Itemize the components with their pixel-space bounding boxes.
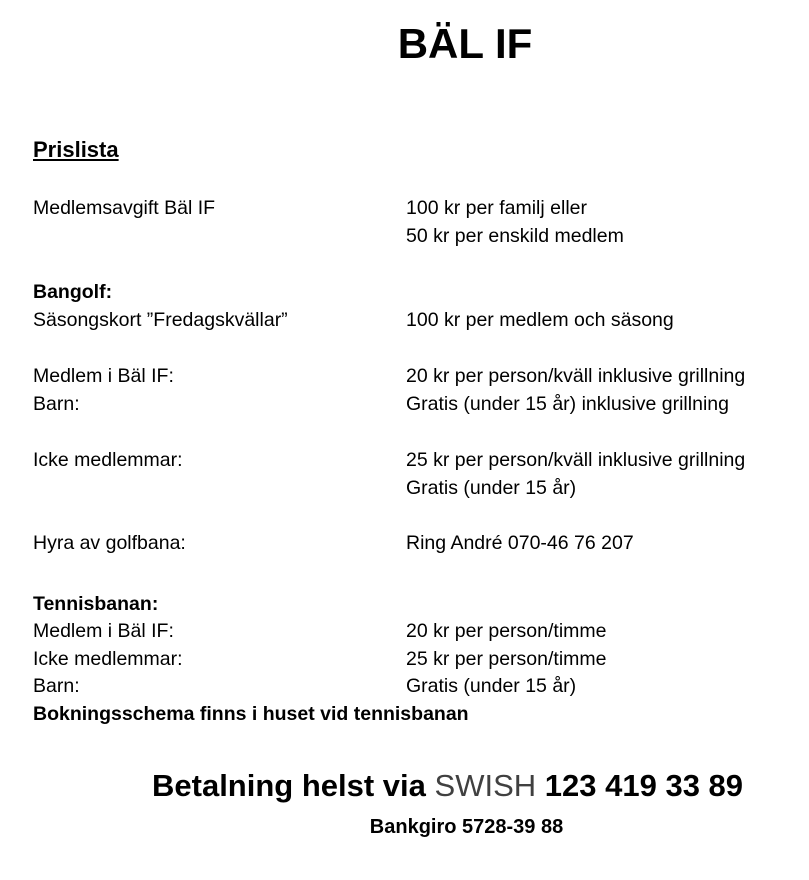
swish-number: 123 419 33 89 (544, 768, 744, 803)
row-label: Barn: (33, 675, 80, 697)
price-row-bangolf-children (33, 390, 793, 418)
page-title: BÄL IF (397, 20, 533, 67)
row-label: Säsongskort ”Fredagskvällar” (33, 309, 288, 331)
row-value: Gratis (under 15 år) (406, 477, 577, 499)
price-row-season-card (33, 306, 793, 334)
price-row-bangolf-non-member-children (33, 474, 793, 502)
row-label: Hyra av golfbana: (33, 532, 186, 554)
price-row-membership-fee (33, 194, 793, 222)
section-heading-tennis (33, 590, 793, 618)
row-label: Medlemsavgift Bäl IF (33, 197, 216, 219)
bankgiro-line: Bankgiro 5728-39 88 (369, 816, 564, 838)
payment-prefix: Betalning helst via (152, 768, 426, 803)
section-label: Bangolf: (33, 281, 113, 303)
row-value: 20 kr per person/timme (406, 620, 607, 642)
payment-line (152, 764, 743, 808)
booking-schedule-note (33, 700, 793, 728)
row-value: 100 kr per medlem och säsong (406, 309, 674, 331)
row-value: Gratis (under 15 år) (406, 675, 577, 697)
price-row-golf-course-rental (33, 529, 793, 557)
row-value: 50 kr per enskild medlem (406, 225, 624, 247)
row-label: Icke medlemmar: (33, 449, 183, 471)
price-row-tennis-non-member (33, 645, 793, 673)
row-value: 20 kr per person/kväll inklusive grillning (406, 365, 746, 387)
price-row-tennis-member (33, 617, 793, 645)
price-row-membership-fee-single (33, 222, 793, 250)
row-value: 100 kr per familj eller (406, 197, 587, 219)
note-text: Bokningsschema finns i huset vid tennisbanan (33, 703, 469, 725)
section-label: Tennisbanan: (33, 593, 159, 615)
payment-method: SWISH (434, 768, 537, 803)
row-label: Barn: (33, 393, 80, 415)
row-value: Gratis (under 15 år) inklusive grillning (406, 393, 729, 415)
section-heading-bangolf (33, 278, 793, 306)
price-row-tennis-children (33, 672, 793, 700)
row-label: Icke medlemmar: (33, 648, 183, 670)
price-list-heading: Prislista (33, 137, 119, 162)
row-value: Ring André 070-46 76 207 (406, 532, 634, 554)
row-value: 25 kr per person/kväll inklusive grillning (406, 449, 746, 471)
row-label: Medlem i Bäl IF: (33, 365, 174, 387)
price-row-bangolf-member (33, 362, 793, 390)
price-row-bangolf-non-member (33, 446, 793, 474)
row-value: 25 kr per person/timme (406, 648, 607, 670)
row-label: Medlem i Bäl IF: (33, 620, 174, 642)
